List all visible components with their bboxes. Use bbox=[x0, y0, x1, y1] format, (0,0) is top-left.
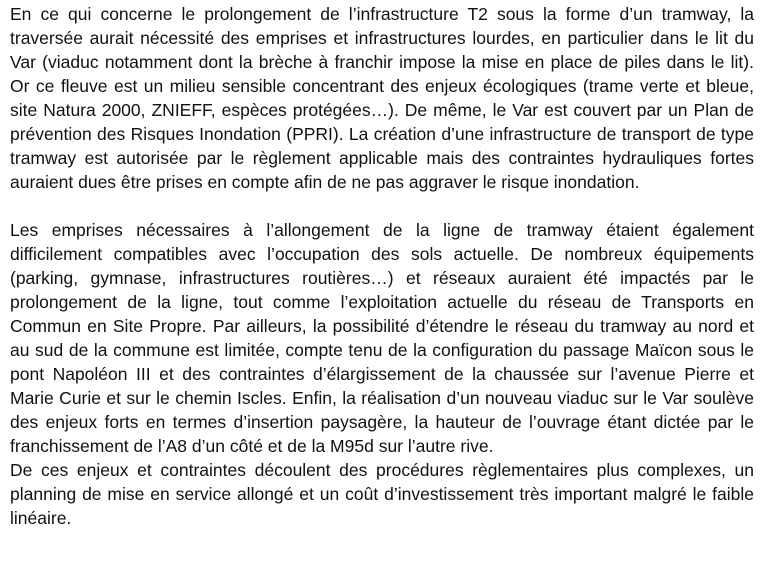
paragraph-conclusion: De ces enjeux et contraintes découlent des procédures règlementaires plus complexes, un planning de mise en service allongé et un coût d’investissement très important malgré le faible linéaire. bbox=[10, 460, 754, 528]
paragraph-t2-extension: En ce qui concerne le prolongement de l’infrastructure T2 sous la forme d’un tramway, la traversée aurait nécessité des emprises et infrastructures lourdes, en particulier dans le lit du Var (viaduc notamment dont la brèche à franchir impose la mise en place de piles dans le lit). Or ce fleuve est un milieu sensible concentrant des enjeux écologiques (trame verte et bleue, site Natura 2000, ZNIEFF, espèces protégées…). De même, le Var est couvert par un Plan de prévention des Risques Inondation (PPRI). La création d’une infrastructure de transport de type tramway est autorisée par le règlement applicable mais des contraintes hydrauliques fortes auraient dues être prises en compte afin de ne pas aggraver le risque inondation. bbox=[10, 4, 754, 192]
document-body bbox=[10, 2, 754, 530]
paragraph-spacer bbox=[10, 194, 754, 218]
paragraph-right-of-way: Les emprises nécessaires à l’allongement de la ligne de tramway étaient également difficilement compatibles avec l’occupation des sols actuelle. De nombreux équipements (parking, gymnase, infrastructures routières…) et réseaux auraient été impactés par le prolongement de la ligne, tout comme l’exploitation actuelle du réseau de Transports en Commun en Site Propre. Par ailleurs, la possibilité d’étendre le réseau du tramway au nord et au sud de la commune est limitée, compte tenu de la configuration du passage Maïcon sous le pont Napoléon III et des contraintes d’élargissement de la chaussée sur l’avenue Pierre et Marie Curie et sur le chemin Iscles. Enfin, la réalisation d’un nouveau viaduc sur le Var soulève des enjeux forts en termes d’insertion paysagère, la hauteur de l’ouvrage étant dictée par le franchissement de l’A8 d’un côté et de la M95d sur l’autre rive. bbox=[10, 220, 754, 456]
